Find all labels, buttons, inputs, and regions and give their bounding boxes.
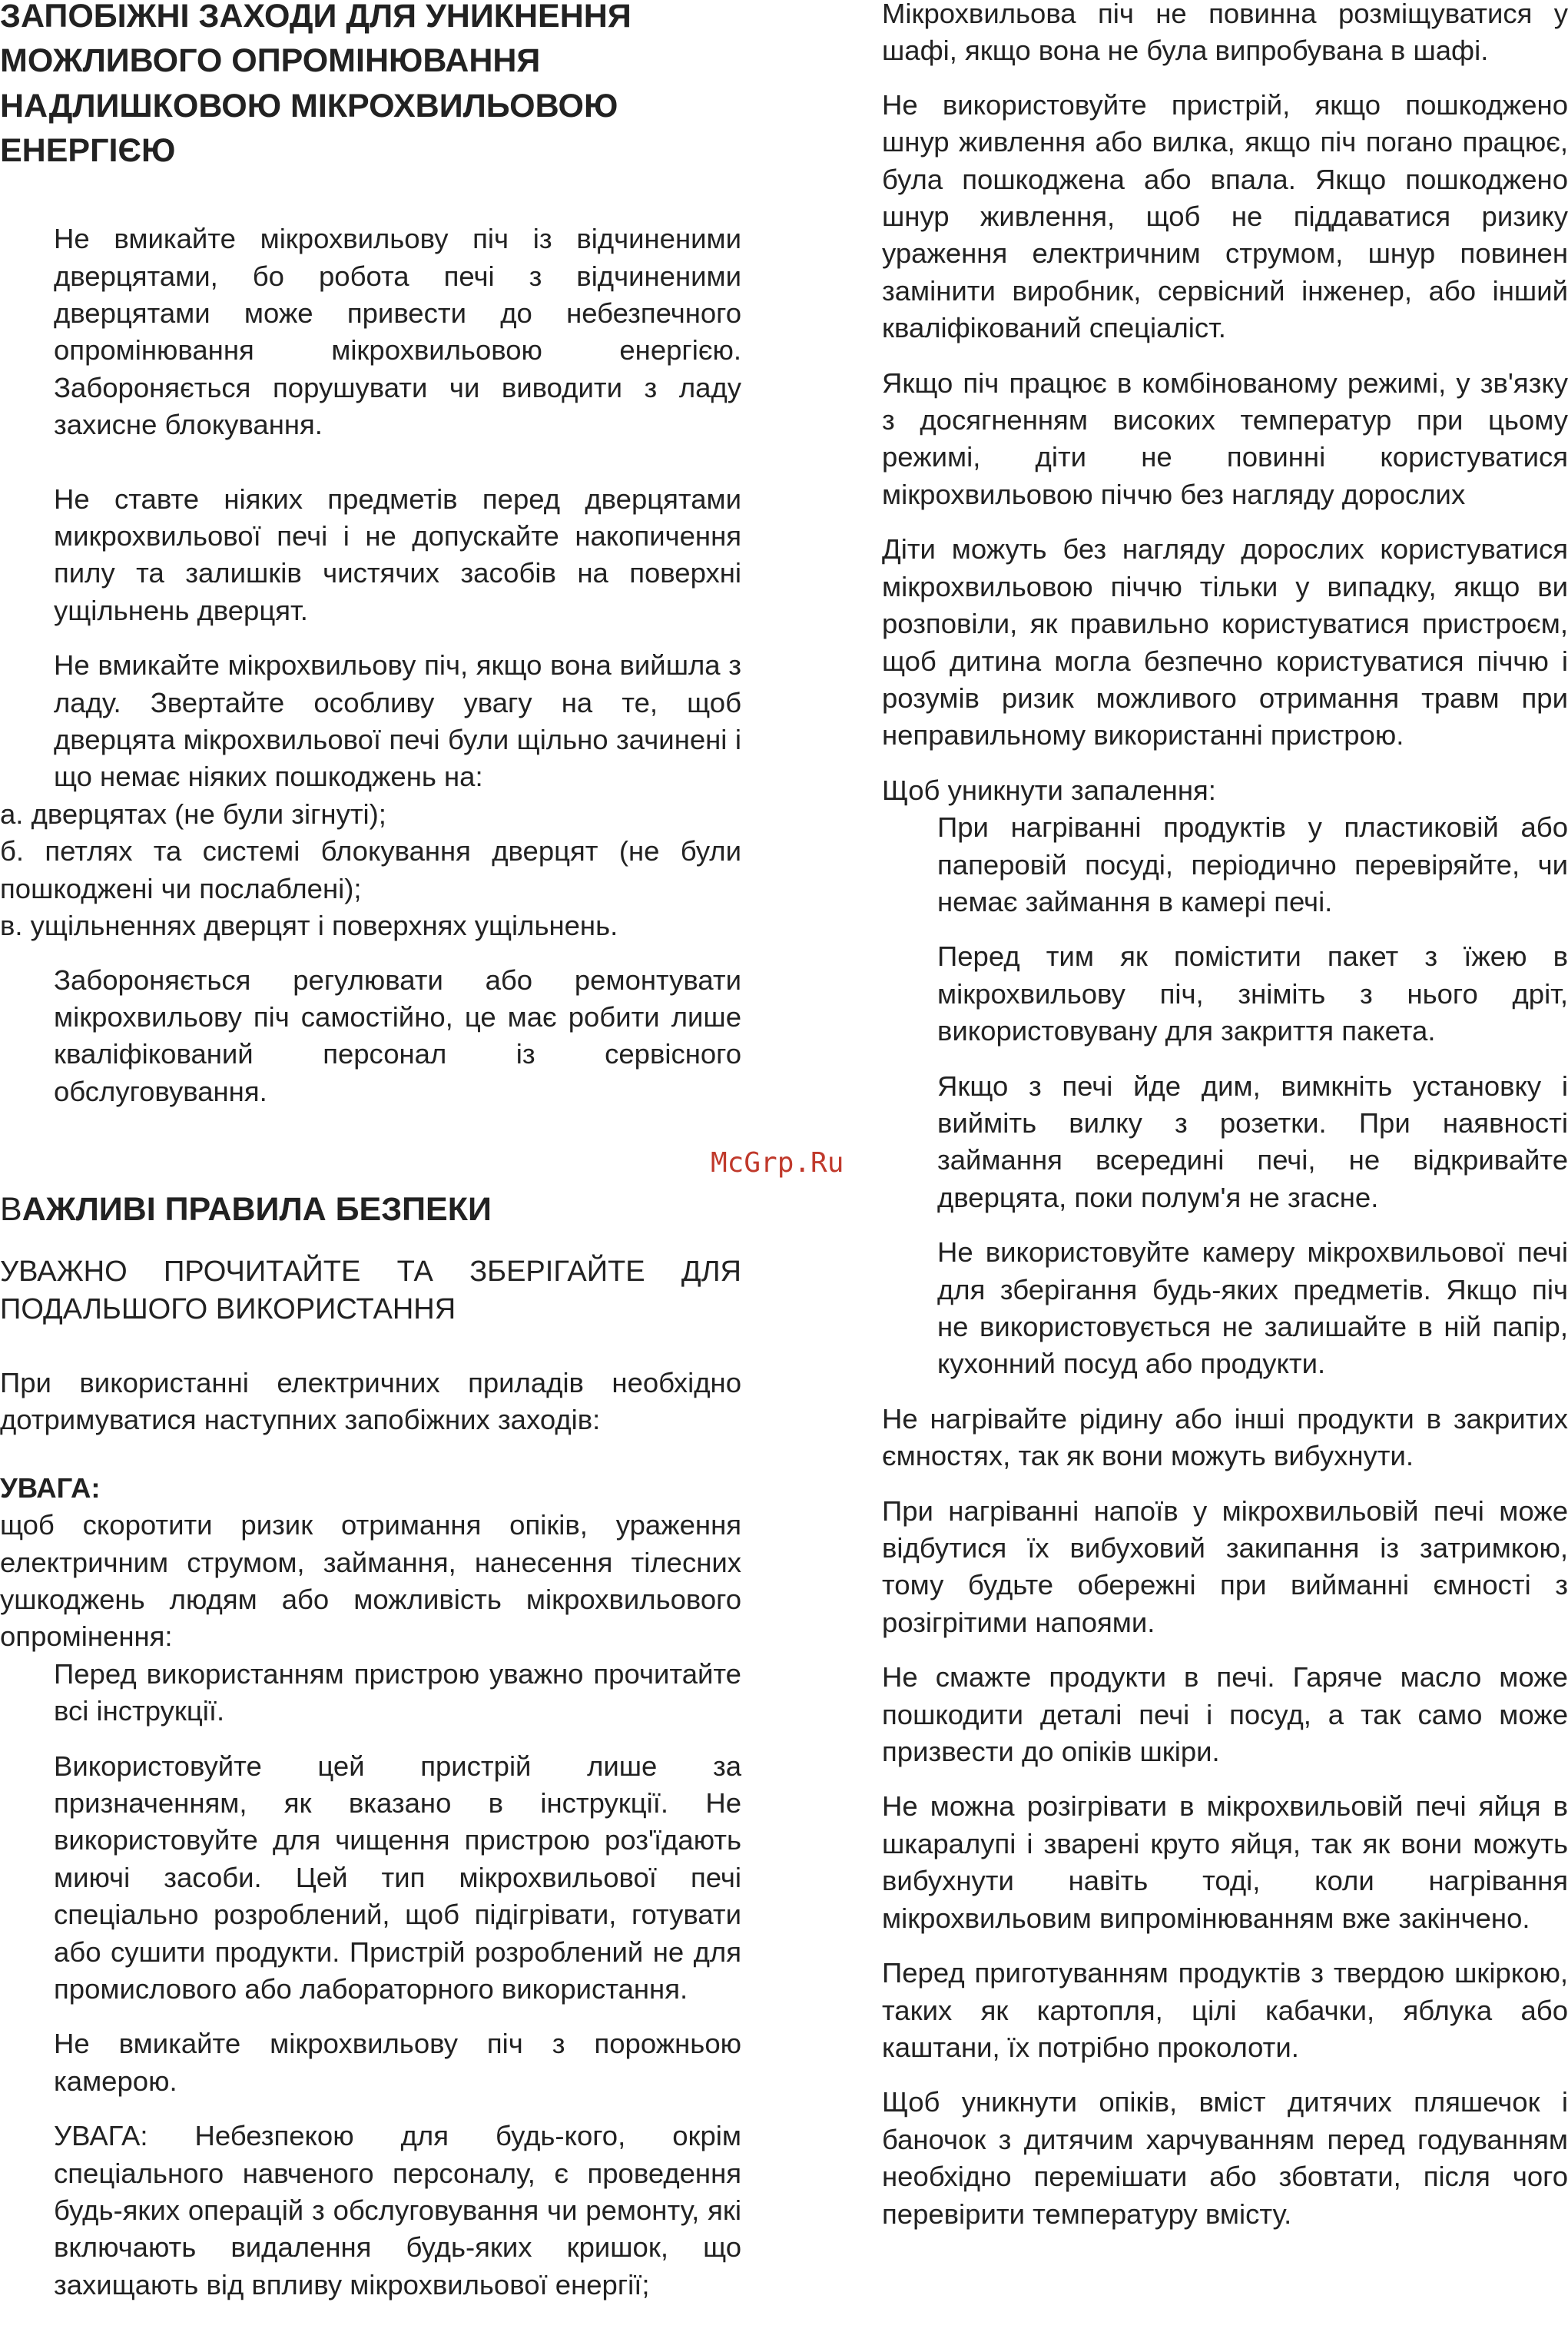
list-item-b: б. петлях та системі блокування дверцят (не були пошкоджені чи послаблені);	[0, 835, 741, 904]
right-column	[882, 0, 1568, 2233]
rule-read-instructions: Перед використанням пристрою уважно прочитайте всі інструкції.	[54, 1657, 741, 1727]
fire-rule-plastic: При нагріванні продуктів у пластиковій або паперовій посуді, періодично перевіряйте, чи немає займання в камері печі.	[937, 811, 1568, 917]
paragraph-no-objects: Не ставте ніяких предметів перед дверцятами микрохвильової печі і не допускайте накопичення пилу та залишків чистячих засобів на поверхні ущільнень дверцят.	[54, 483, 741, 626]
section-heading-initial: В	[0, 1191, 22, 1229]
warning-text: щоб скоротити ризик отримання опіків, ураження електричним струмом, займання, нанесення тілесних ушкоджень людям або можливість мікрохвильового опромінення:	[0, 1509, 741, 1653]
intro-paragraph: При використанні електричних приладів необхідно дотримуватися наступних запобіжних заходів:	[0, 1366, 741, 1436]
left-column	[0, 0, 741, 2304]
fire-rule-storage: Не використовуйте камеру мікрохвильової печі для зберігання будь-яких предметів. Якщо піч не використовується не залишайте в ній папір, кухонний посуд або продукти.	[937, 1236, 1568, 1380]
paragraph-boiling: При нагріванні напоїв у мікрохвильовій печі може відбутися їх вибуховий закипання із затримкою, тому будьте обережні при вийманні ємності з розігрітими напоями.	[882, 1494, 1568, 1638]
fire-rule-wire: Перед тим як помістити пакет з їжею в мікрохвильову піч, зніміть з нього дріт, використовувану для закриття пакета.	[937, 940, 1568, 1047]
warning-label: УВАГА:	[0, 1471, 101, 1504]
paragraph-no-self-repair: Забороняється регулювати або ремонтувати мікрохвильову піч самостійно, це має робити лише кваліфікований персонал із сервісного обслуговування.	[54, 964, 741, 1107]
fire-intro: Щоб уникнути запалення:	[882, 774, 1216, 806]
list-item-c: в. ущільненнях дверцят і поверхнях ущільнень.	[0, 910, 618, 942]
paragraph-door-open: Не вмикайте мікрохвильову піч із відчиненими дверцятами, бо робота печі з відчиненими дверцятами може привести до небезпечного опромінювання мікрохвильовою енергією. Забороняється порушувати чи виводити з ладу захисне блокування.	[54, 223, 741, 441]
paragraph-damaged-oven: Не вмикайте мікрохвильову піч, якщо вона вийшла з ладу. Звертайте особливу увагу на те, щоб дверцята мікрохвильової печі були щільно зачинені і що немає ніяких пошкоджень на:	[54, 649, 741, 793]
paragraph-pierce-skin: Перед приготуванням продуктів з твердою шкіркою, таких як картопля, цілі кабачки, яблука або каштани, їх потрібно проколоти.	[882, 1957, 1568, 2063]
paragraph-no-frying: Не смажте продукти в печі. Гаряче масло може пошкодити деталі печі і посуд, а так само може призвести до опіків шкіри.	[882, 1661, 1568, 1768]
section-heading	[0, 1187, 741, 1232]
section-subheading: УВАЖНО ПРОЧИТАЙТЕ ТА ЗБЕРІГАЙТЕ ДЛЯ ПОДАЛЬШОГО ВИКОРИСТАННЯ	[0, 1256, 741, 1325]
rule-intended-use: Використовуйте цей пристрій лише за призначенням, як вказано в інструкції. Не використовуйте для чищення пристрою роз'їдають миючі засоби. Цей тип мікрохвильової печі спеціально розроблений, щоб підігрівати, готувати або сушити продукти. Пристрій розроблений не для промислового або лабораторного використання.	[54, 1750, 741, 2005]
section-heading-rest: АЖЛИВІ ПРАВИЛА БЕЗПЕКИ	[22, 1191, 492, 1229]
rule-service-warning: УВАГА: Небезпекою для будь-кого, окрім спеціального навченого персоналу, є проведення будь-яких операцій з обслуговування чи ремонту, які включають видалення будь-яких кришок, що захищають від впливу мікрохвильової енергії;	[54, 2120, 741, 2300]
page-title: ЗАПОБІЖНІ ЗАХОДИ ДЛЯ УНИКНЕННЯ МОЖЛИВОГО ОПРОМІНЮВАННЯ НАДЛИШКОВОЮ МІКРОХВИЛЬОВОЮ ЕНЕРГІЄЮ	[0, 0, 632, 169]
paragraph-combi-mode: Якщо піч працює в комбінованому режимі, у зв'язку з досягненням високих температур при цьому режимі, діти не повинні користуватися мікрохвильовою піччю без нагляду дорослих	[882, 367, 1568, 510]
paragraph-damaged-cord: Не використовуйте пристрій, якщо пошкоджено шнур живлення або вилка, якщо піч погано працює, була пошкоджена або впала. Якщо пошкоджено шнур живлення, щоб не піддаватися ризику ураження електричним струмом, шнур повинен замінити виробник, сервісний інженер, або інший кваліфікований спеціаліст.	[882, 88, 1568, 344]
fire-rule-smoke: Якщо з печі йде дим, вимкніть установку і вийміть вилку з розетки. При наявності займання всередині печі, не відкривайте дверцята, поки полум'я не згасне.	[937, 1070, 1568, 1213]
paragraph-baby-bottles: Щоб уникнути опіків, вміст дитячих пляшечок і баночок з дитячим харчуванням перед годуванням необхідно перемішати або збовтати, після чого перевірити температуру вмісту.	[882, 2086, 1568, 2230]
paragraph-eggs: Не можна розігрівати в мікрохвильовій печі яйця в шкаралупі і зварені круто яйця, так як вони можуть вибухнути навіть тоді, коли нагрівання мікрохвильовим випромінюванням вже закінчено.	[882, 1790, 1568, 1934]
paragraph-children: Діти можуть без нагляду дорослих користуватися мікрохвильовою піччю тільки у випадку, якщо ви розповіли, як правильно користуватися пристроєм, щоб дитина могла безпечно користуватися піччю і розумів ризик можливого отримання травм при неправильному використанні пристрою.	[882, 533, 1568, 751]
paragraph-closed-containers: Не нагрівайте рідину або інші продукти в закритих ємностях, так як вони можуть вибухнути.	[882, 1402, 1568, 1472]
rule-empty-cavity: Не вмикайте мікрохвильову піч з порожньою камерою.	[54, 2028, 741, 2097]
list-item-a: а. дверцятах (не були зігнуті);	[0, 798, 386, 830]
paragraph-cabinet: Мікрохвильова піч не повинна розміщуватися у шафі, якщо вона не була випробувана в шафі.	[882, 0, 1568, 67]
watermark: McGrp.Ru	[711, 1147, 844, 1179]
